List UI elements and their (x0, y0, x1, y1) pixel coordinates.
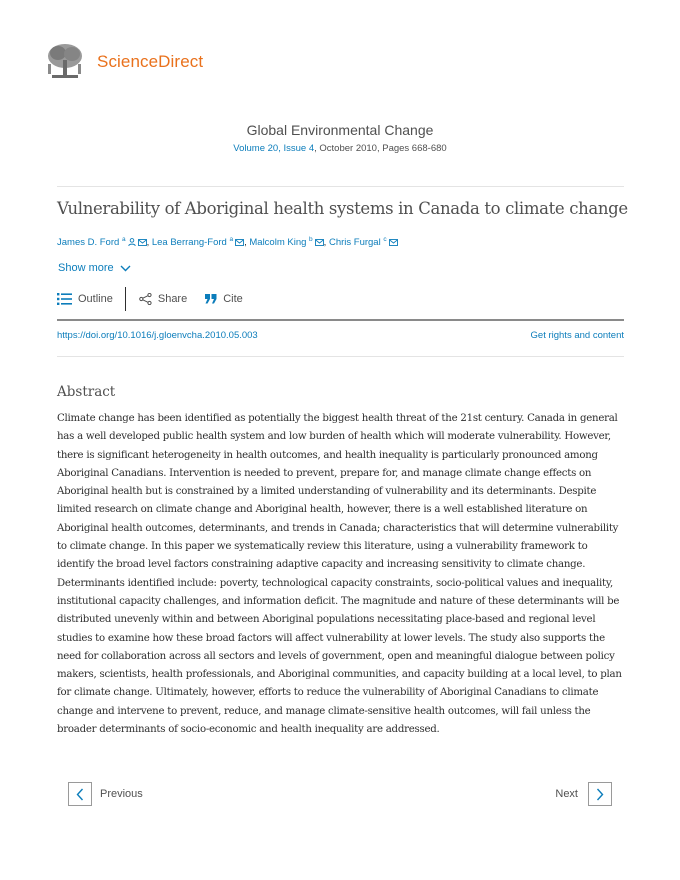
share-label: Share (157, 293, 188, 305)
previous-label: Previous (100, 788, 143, 800)
journal-title-link[interactable]: Global Environmental Change (246, 122, 434, 138)
abstract-heading: Abstract (57, 384, 116, 400)
show-more-button[interactable] (58, 262, 131, 274)
mail-icon (235, 239, 244, 246)
article-title: Vulnerability of Aboriginal health systems in Canada to climate change (57, 199, 628, 218)
elsevier-tree-icon (44, 42, 86, 82)
article-toolbar (57, 288, 243, 310)
toolbar-divider (125, 287, 126, 311)
chevron-down-icon (120, 265, 131, 272)
cite-button[interactable] (205, 293, 243, 305)
sciencedirect-logo[interactable] (44, 42, 203, 82)
outline-label: Outline (78, 293, 113, 305)
share-icon (139, 293, 152, 305)
mail-icon (315, 239, 324, 246)
mail-icon (389, 239, 398, 246)
divider (57, 356, 624, 357)
brand-name: ScienceDirect (97, 52, 204, 71)
chevron-left-icon (76, 788, 84, 801)
next-label: Next (555, 788, 578, 800)
person-icon (128, 238, 136, 246)
mail-icon (138, 239, 147, 246)
abstract-text: Climate change has been identified as potentially the biggest health threat of the 21st century. Canada in general has a well developed public health system and low burden of health which will moderate vulnerability. However, there is significant heterogeneity in health outcomes, and health inequality is particularly pronounced among Aboriginal Canadians. Intervention is needed to prevent, prepare for, and manage climate change effects on Aboriginal health but is constrained by a limited understanding of vulnerability and its determinants. Despite limited research on climate change and Aboriginal health, however, there is a well established literature on Aboriginal health outcomes, determinants, and trends in Canada; characteristics that will determine vulnerability to climate change. In this paper we systematically review this literature, using a vulnerability framework to identify the broad level factors constraining adaptive capacity and increasing sensitivity to climate change. Determinants identified include: poverty, technological capacity constraints, socio-political values and inequality, institutional capacity challenges, and information deficit. The magnitude and nature of these determinants will be distributed unevenly within and between Aboriginal populations necessitating place-based and regional level studies to examine how these broad factors will affect vulnerability at lower levels. The study also supports the need for collaboration across all sectors and levels of government, open and meaningful dialogue between policy makers, scientists, health professionals, and Aboriginal communities, and capacity building at a local level, to plan for climate change. Ultimately, however, efforts to reduce the vulnerability of Aboriginal Canadians to climate change and intervene to prevent, reduce, and manage climate-sensitive health outcomes, will fail unless the broader determinants of socio-economic and health inequality are addressed. (57, 413, 622, 736)
author-link[interactable]: Malcolm King $^b$ (249, 237, 323, 248)
quote-icon (205, 294, 217, 304)
volume-issue-link[interactable]: Volume 20, Issue 4 (233, 143, 315, 154)
list-icon (57, 293, 72, 305)
previous-article-button[interactable] (68, 782, 143, 806)
cite-label: Cite (223, 293, 243, 305)
rights-link[interactable]: Get rights and content (530, 330, 624, 341)
author-link[interactable]: James D. Ford $^a$ (57, 237, 147, 248)
previous-box (68, 782, 92, 806)
journal-meta (0, 143, 680, 154)
journal-info (0, 122, 680, 154)
divider (57, 186, 624, 187)
author-list: James D. Ford $^a$ , Lea Berrang-Ford $^a$ , Malcolm King $^b$ , Chris Furgal $^c$ (57, 236, 398, 248)
author-link[interactable]: Lea Berrang-Ford $^a$ (152, 237, 244, 248)
chevron-right-icon (596, 788, 604, 801)
share-button[interactable] (139, 293, 187, 305)
doi-link[interactable]: https://doi.org/10.1016/j.gloenvcha.2010.05.003 (57, 330, 258, 341)
next-box (588, 782, 612, 806)
author-link[interactable]: Chris Furgal $^c$ (329, 237, 398, 248)
show-more-label: Show more (58, 262, 114, 274)
issue-details: , October 2010, Pages 668-680 (314, 143, 447, 154)
outline-button[interactable] (57, 293, 113, 305)
divider (57, 319, 624, 321)
next-article-button[interactable] (555, 782, 612, 806)
